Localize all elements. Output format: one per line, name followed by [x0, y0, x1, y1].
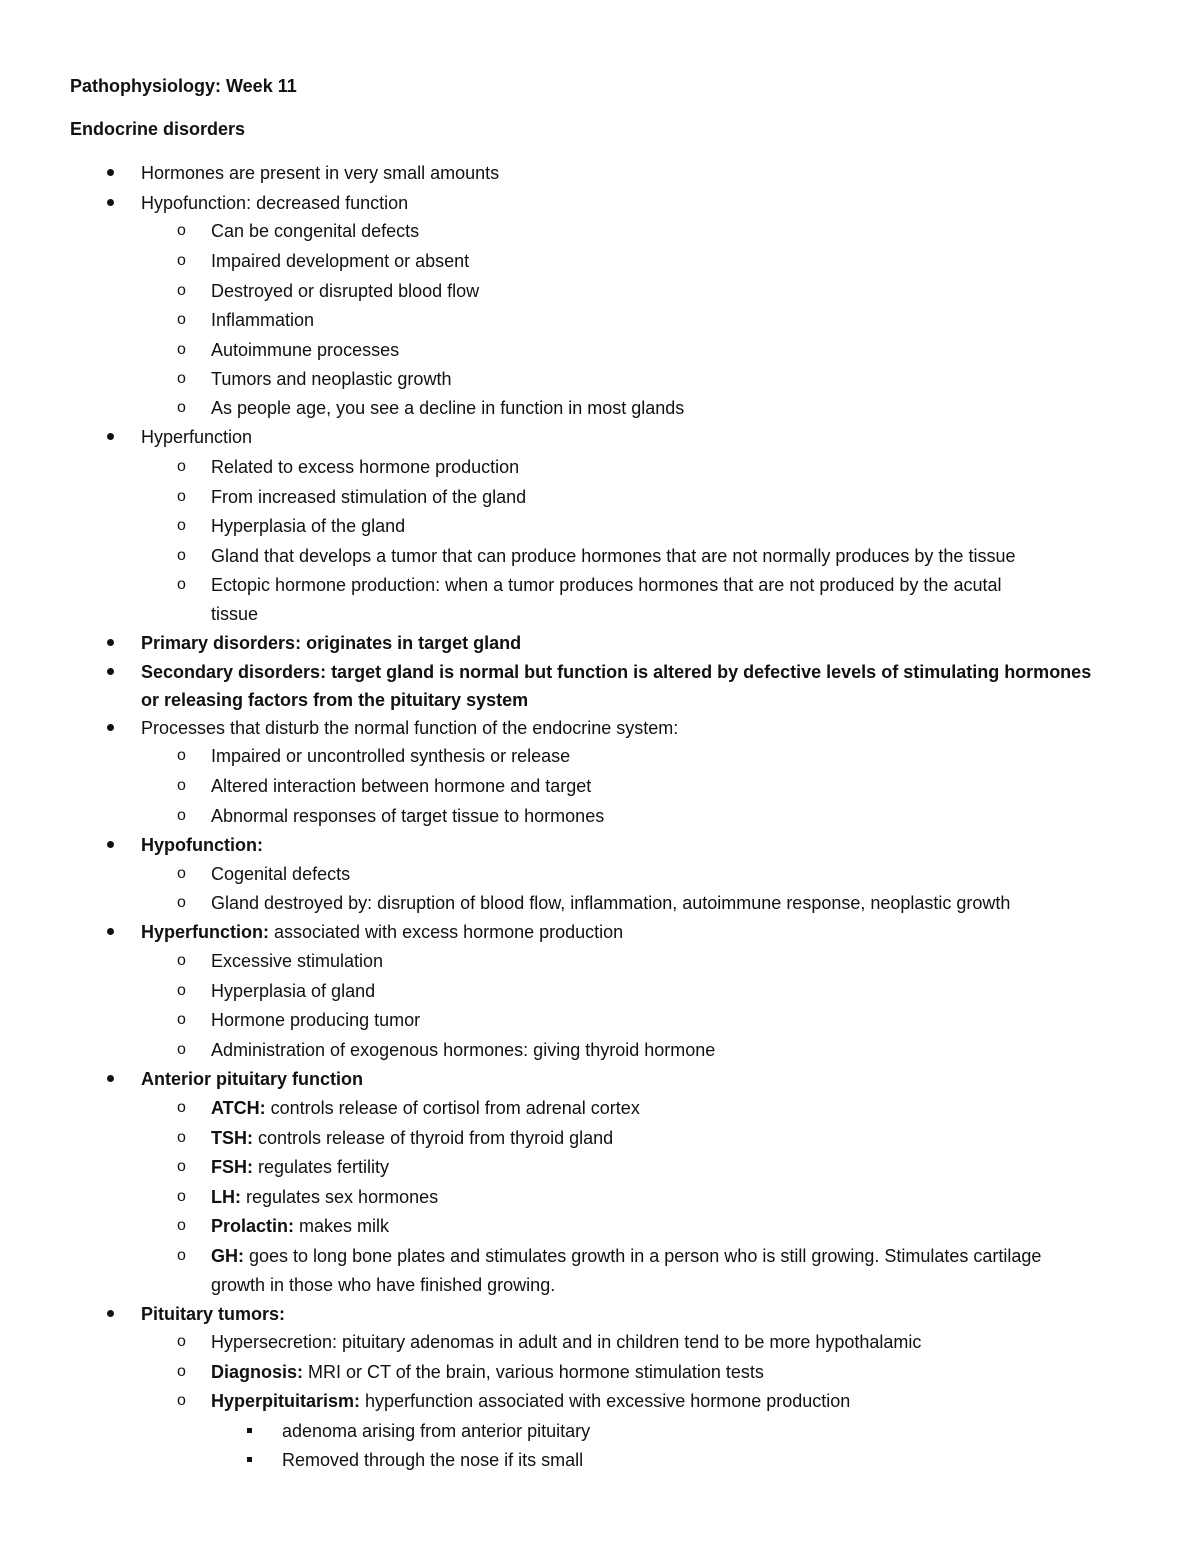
sub-list-item — [177, 1127, 614, 1149]
sub-list-item — [177, 368, 452, 390]
list-item-text: adenoma arising from anterior pituitary — [282, 1421, 591, 1441]
list-item-text: Hypofunction: decreased function — [141, 193, 409, 213]
bullet-marker — [107, 928, 114, 935]
list-item-text: Hyperplasia of the gland — [211, 516, 406, 536]
list-item — [141, 717, 678, 739]
sub-bullet-marker: o — [177, 1129, 186, 1146]
sub-bullet-marker: o — [177, 807, 186, 824]
list-item — [141, 1068, 363, 1090]
list-item-term: ATCH: — [211, 1098, 266, 1118]
list-item — [141, 661, 1091, 683]
list-item-text: Autoimmune processes — [211, 340, 400, 360]
sub-bullet-marker: o — [177, 1188, 186, 1205]
list-item-text: Gland destroyed by: disruption of blood flow, inflammation, autoimmune response, neoplastic growth — [211, 893, 1011, 913]
list-item-text: Hormones are present in very small amounts — [141, 163, 500, 183]
sub-list-item — [177, 1156, 390, 1178]
sub-list-item-continuation — [211, 603, 258, 625]
list-item-text: Primary disorders: originates in target gland — [141, 633, 522, 653]
sub-bullet-marker: o — [177, 1333, 186, 1350]
bullet-marker — [107, 639, 114, 646]
list-item-text: Can be congenital defects — [211, 221, 420, 241]
sub-bullet-marker: o — [177, 1011, 186, 1028]
list-item-term: TSH: — [211, 1128, 253, 1148]
list-item-text: Hyperfunction — [141, 427, 253, 447]
sub-bullet-marker: o — [177, 1247, 186, 1264]
bullet-marker — [107, 1075, 114, 1082]
sub-list-item — [177, 1097, 640, 1119]
sub-list-item — [177, 1390, 851, 1412]
list-item — [141, 834, 263, 856]
sub-list-item — [177, 950, 384, 972]
sub-bullet-marker: o — [177, 865, 186, 882]
list-item-text: MRI or CT of the brain, various hormone stimulation tests — [303, 1362, 764, 1382]
list-item-text: Hyperplasia of gland — [211, 981, 376, 1001]
sub-bullet-marker: o — [177, 952, 186, 969]
sub-bullet-marker: o — [177, 311, 186, 328]
list-item-term: FSH: — [211, 1157, 253, 1177]
sub-list-item — [177, 1331, 922, 1353]
list-item — [141, 632, 521, 654]
sub-list-item — [177, 980, 376, 1002]
sub-bullet-marker: o — [177, 222, 186, 239]
sub-list-item — [177, 1361, 764, 1383]
sub-bullet-marker: o — [177, 399, 186, 416]
list-item-text: makes milk — [294, 1216, 390, 1236]
list-item — [141, 921, 623, 943]
sub-bullet-marker: o — [177, 517, 186, 534]
list-item-text: goes to long bone plates and stimulates growth in a person who is still growing. Stimulates cartilage — [244, 1246, 1042, 1266]
list-item-text: Hormone producing tumor — [211, 1010, 421, 1030]
list-item-text: Hypersecretion: pituitary adenomas in adult and in children tend to be more hypothalamic — [211, 1332, 922, 1352]
bullet-marker — [107, 841, 114, 848]
square-bullet-marker — [247, 1457, 252, 1462]
sub-bullet-marker: o — [177, 982, 186, 999]
list-item-continuation — [141, 689, 528, 711]
sub-list-item — [177, 863, 351, 885]
sub-list-item — [177, 280, 480, 302]
list-item-term: Prolactin: — [211, 1216, 295, 1236]
list-item-text: Cogenital defects — [211, 864, 351, 884]
list-item-text: or releasing factors from the pituitary system — [141, 690, 529, 710]
list-item-term: LH: — [211, 1187, 241, 1207]
sub-list-item — [177, 250, 470, 272]
list-item-text: controls release of thyroid from thyroid gland — [253, 1128, 614, 1148]
sub-bullet-marker: o — [177, 1041, 186, 1058]
sub-sub-list-item — [282, 1420, 590, 1442]
sub-bullet-marker: o — [177, 1158, 186, 1175]
list-item-text: Ectopic hormone production: when a tumor produces hormones that are not produced by the acutal — [211, 575, 1002, 595]
list-item-text: From increased stimulation of the gland — [211, 487, 527, 507]
sub-list-item-continuation — [211, 1274, 555, 1296]
list-item-text: Administration of exogenous hormones: giving thyroid hormone — [211, 1040, 716, 1060]
list-item — [141, 162, 499, 184]
sub-list-item — [177, 339, 400, 361]
list-item-text: Impaired or uncontrolled synthesis or release — [211, 746, 571, 766]
list-item-text: Related to excess hormone production — [211, 457, 520, 477]
list-item-text: regulates fertility — [253, 1157, 390, 1177]
sub-bullet-marker: o — [177, 894, 186, 911]
section-heading: Endocrine disorders — [70, 119, 246, 139]
list-item-text: Altered interaction between hormone and target — [211, 776, 592, 796]
list-item-term: GH: — [211, 1246, 244, 1266]
sub-bullet-marker: o — [177, 458, 186, 475]
sub-list-item — [177, 220, 420, 242]
list-item-term: Hyperfunction: — [141, 922, 269, 942]
sub-list-item — [177, 456, 520, 478]
sub-bullet-marker: o — [177, 488, 186, 505]
sub-list-item — [177, 545, 1016, 567]
sub-list-item — [177, 309, 315, 331]
list-item-term: Diagnosis: — [211, 1362, 304, 1382]
sub-list-item — [177, 775, 592, 797]
list-item-text: Anterior pituitary function — [141, 1069, 363, 1089]
list-item-text: Tumors and neoplastic growth — [211, 369, 452, 389]
sub-list-item — [177, 805, 605, 827]
sub-list-item — [177, 892, 1011, 914]
bullet-marker — [107, 668, 114, 675]
document-title: Pathophysiology: Week 11 — [70, 76, 297, 96]
sub-list-item — [177, 574, 1002, 596]
list-item — [141, 426, 252, 448]
sub-bullet-marker: o — [177, 370, 186, 387]
sub-list-item — [177, 1245, 1042, 1267]
list-item-text: Secondary disorders: target gland is normal but function is altered by defective levels of stimulating hormones — [141, 662, 1092, 682]
sub-bullet-marker: o — [177, 341, 186, 358]
list-item-text: Gland that develops a tumor that can produce hormones that are not normally produces by the tissue — [211, 546, 1016, 566]
list-item-text: Processes that disturb the normal function of the endocrine system: — [141, 718, 679, 738]
list-item-text: Impaired development or absent — [211, 251, 470, 271]
list-item-text: Pituitary tumors: — [141, 1304, 286, 1324]
list-item-text: growth in those who have finished growing. — [211, 1275, 556, 1295]
list-item-text: hyperfunction associated with excessive hormone production — [360, 1391, 851, 1411]
sub-list-item — [177, 486, 527, 508]
sub-list-item — [177, 1186, 439, 1208]
sub-bullet-marker: o — [177, 282, 186, 299]
sub-bullet-marker: o — [177, 1392, 186, 1409]
list-item-text: Removed through the nose if its small — [282, 1450, 584, 1470]
sub-list-item — [177, 1009, 421, 1031]
square-bullet-marker — [247, 1428, 252, 1433]
list-item — [141, 1303, 285, 1325]
list-item-text: associated with excess hormone production — [269, 922, 624, 942]
sub-bullet-marker: o — [177, 547, 186, 564]
sub-list-item — [177, 1215, 390, 1237]
sub-bullet-marker: o — [177, 576, 186, 593]
sub-sub-list-item — [282, 1449, 583, 1471]
list-item-text: controls release of cortisol from adrenal cortex — [265, 1098, 640, 1118]
list-item-text: regulates sex hormones — [241, 1187, 439, 1207]
list-item-text: tissue — [211, 604, 259, 624]
bullet-marker — [107, 1310, 114, 1317]
list-item-text: Excessive stimulation — [211, 951, 384, 971]
sub-bullet-marker: o — [177, 1099, 186, 1116]
sub-list-item — [177, 397, 685, 419]
list-item-text: As people age, you see a decline in function in most glands — [211, 398, 685, 418]
list-item-text: Hypofunction: — [141, 835, 263, 855]
bullet-marker — [107, 433, 114, 440]
sub-bullet-marker: o — [177, 1217, 186, 1234]
sub-bullet-marker: o — [177, 252, 186, 269]
list-item-text: Abnormal responses of target tissue to hormones — [211, 806, 605, 826]
bullet-marker — [107, 724, 114, 731]
sub-bullet-marker: o — [177, 1363, 186, 1380]
list-item-text: Inflammation — [211, 310, 315, 330]
sub-list-item — [177, 515, 406, 537]
bullet-marker — [107, 169, 114, 176]
sub-list-item — [177, 745, 571, 767]
list-item-term: Hyperpituitarism: — [211, 1391, 361, 1411]
bullet-marker — [107, 199, 114, 206]
list-item — [141, 192, 408, 214]
sub-bullet-marker: o — [177, 777, 186, 794]
sub-list-item — [177, 1039, 716, 1061]
sub-bullet-marker: o — [177, 747, 186, 764]
list-item-text: Destroyed or disrupted blood flow — [211, 281, 480, 301]
